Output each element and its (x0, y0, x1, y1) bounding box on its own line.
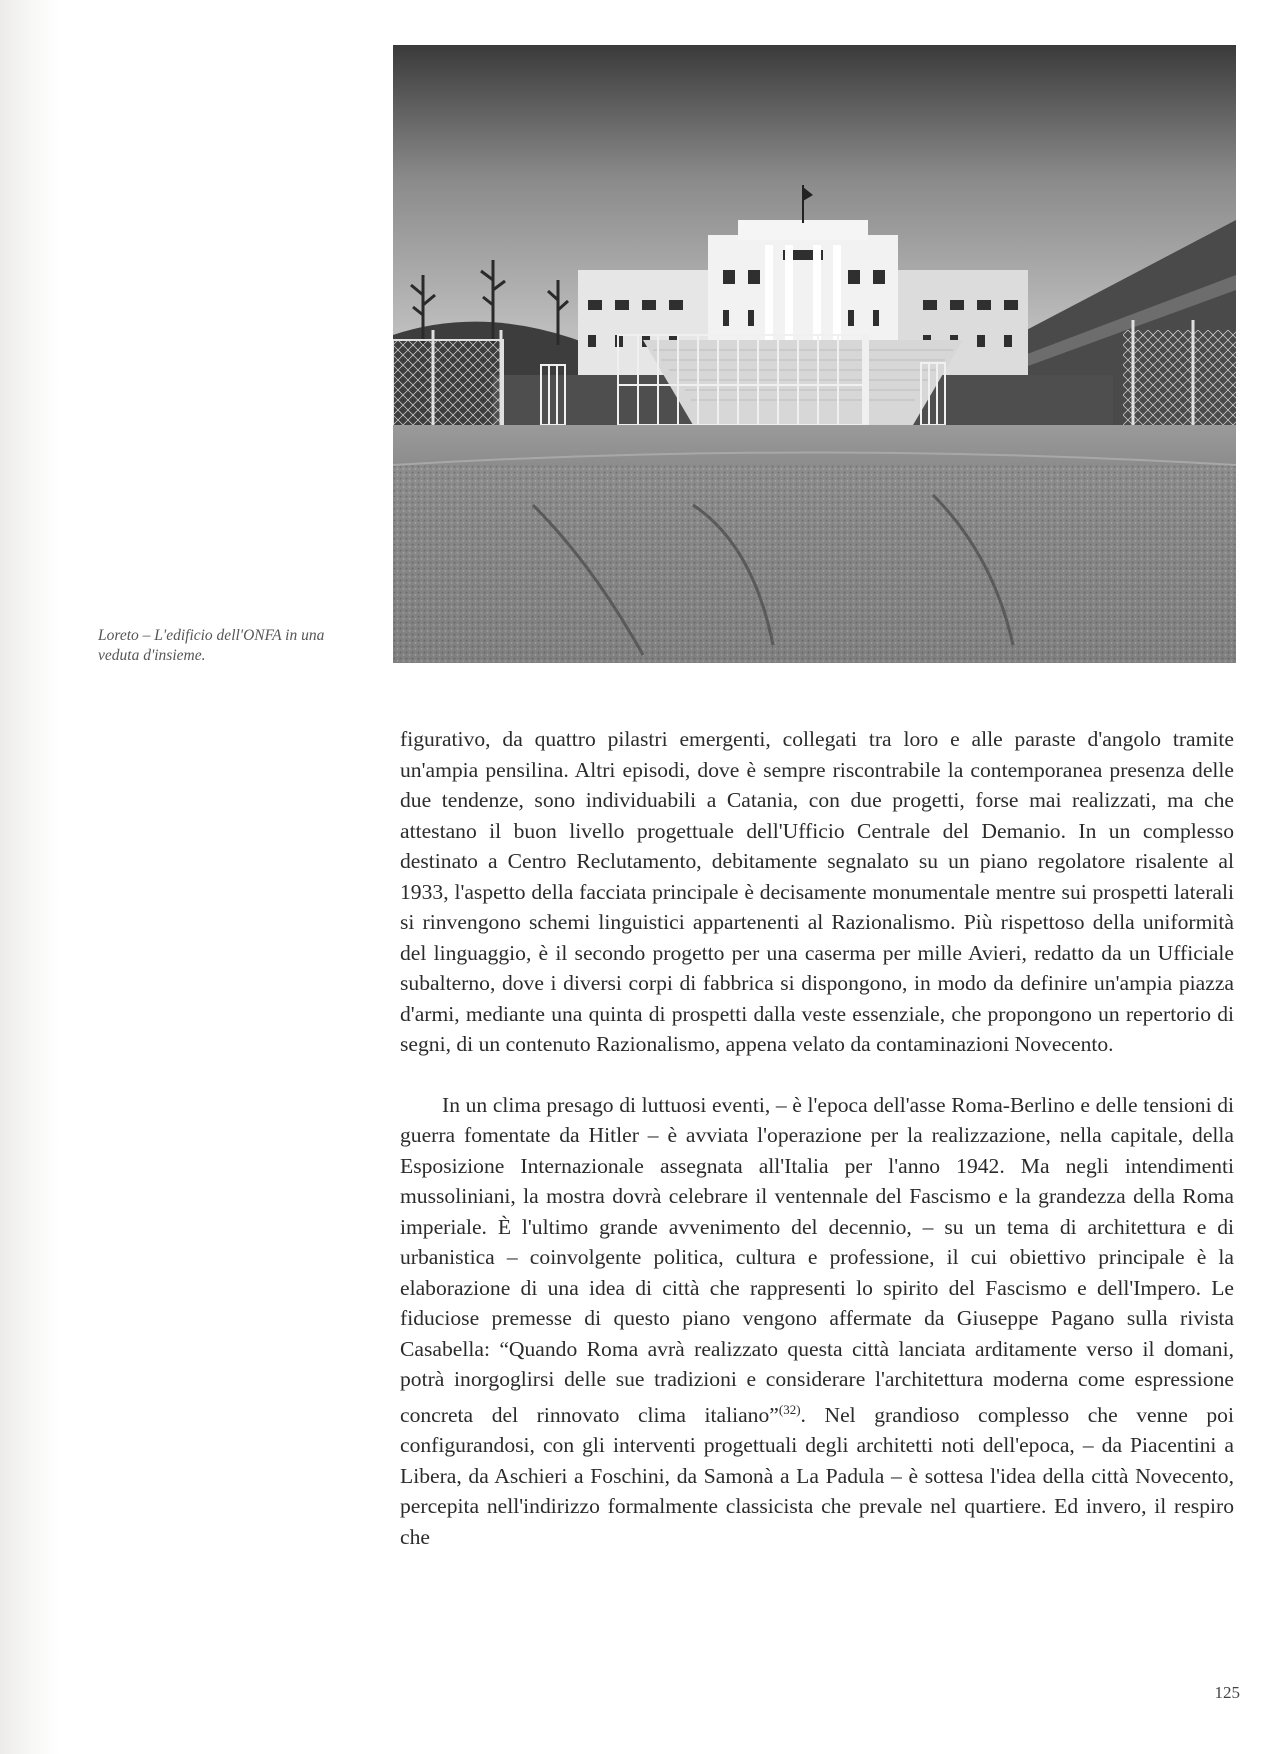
figure-caption: Loreto – L'edificio dell'ONFA in una veduta d'insieme. (98, 627, 325, 664)
page-number: 125 (1214, 1683, 1240, 1702)
paragraph-2-part-2: . Nel grandioso complesso che venne poi configurandosi, con gli interventi progettuali degli architetti noti dell'epoca, – da Piacentini a Libera, da Aschieri a Foschini, da Samonà a La Padula – è sottesa l'idea della città Novecento, percepita nell'indirizzo formalmente classicista che prevale nel quartiere. Ed invero, il respiro che (400, 1402, 1234, 1549)
paragraph-2 (400, 1090, 1234, 1553)
paragraph-1: figurativo, da quattro pilastri emergenti, collegati tra loro e alle paraste d'angolo tramite un'ampia pensilina. Altri episodi, dove è sempre riscontrabile la contemporanea presenza delle due tendenze, sono individuabili a Catania, con due progetti, forse mai realizzati, ma che attestano il buon livello progettuale dell'Ufficio Centrale del Demanio. In un complesso destinato a Centro Reclutamento, debitamente segnalato su un piano regolatore risalente al 1933, l'aspetto della facciata principale è decisamente monumentale mentre sui prospetti laterali si rinvengono schemi linguistici appartenenti al Razionalismo. Più rispettoso della uniformità del linguaggio, è il secondo progetto per una caserma per mille Avieri, redatto da un Ufficiale subalterno, dove i diversi corpi di fabbrica si dispongono, in modo da definire un'ampia piazza d'armi, mediante una quinta di prospetti dalla veste essenziale, che propongono un repertorio di segni, di un contenuto Razionalismo, appena velato da contaminazioni Novecento. (400, 727, 1234, 1056)
footnote-reference: (32) (778, 1401, 801, 1417)
body-text (400, 724, 1234, 1552)
paragraph-2-part-1: In un clima presago di luttuosi eventi, – è l'epoca dell'asse Roma-Berlino e delle tensioni di guerra fomentate da Hitler – è avviata l'operazione per la realizzazione, nella capitale, della Esposizione Internazionale assegnata all'Italia per l'anno 1942. Ma negli intendimenti mussoliniani, la mostra dovrà celebrare il ventennale del Fascismo e la grandezza della Roma imperiale. È l'ultimo grande avvenimento del decennio, – su un tema di architettura e di urbanistica – coinvolgente politica, cultura e professione, il cui obiettivo principale è la elaborazione di una idea di città che rappresenti lo spirito del Fascismo e dell'Impero. Le fiduciose premesse di questo piano vengono affermate da Giuseppe Pagano sulla rivista Casabella: “Quando Roma avrà realizzato questa città lanciata arditamente verso il domani, potrà inorgoglirsi delle sue tradizioni e considerare l'architettura moderna come espressione concreta del rinnovato clima italiano” (400, 1092, 1234, 1427)
page-edge-shadow (0, 0, 60, 1754)
building-photograph (393, 45, 1236, 663)
